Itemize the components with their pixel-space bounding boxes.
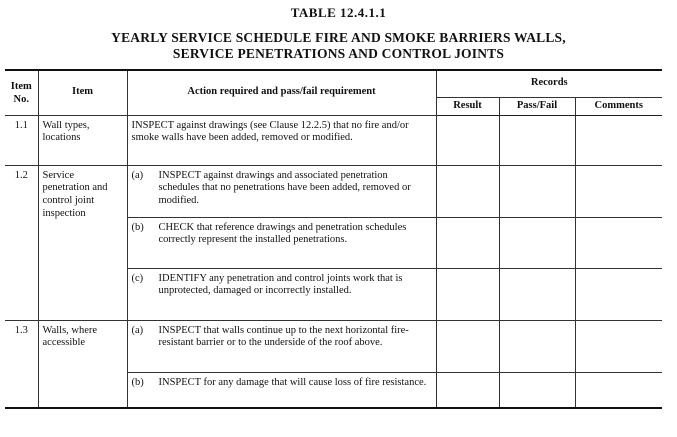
item-name: Service penetration and control joint inspection bbox=[38, 165, 127, 320]
result-cell[interactable] bbox=[436, 217, 499, 268]
action-text bbox=[127, 320, 436, 372]
title-line-2: SERVICE PENETRATIONS AND CONTROL JOINTS bbox=[172, 45, 505, 61]
sub-label: (c) bbox=[131, 272, 144, 284]
comments-cell[interactable] bbox=[575, 217, 662, 268]
sub-text: CHECK that reference drawings and penetration schedules correctly represent the installed penetrations. bbox=[158, 221, 407, 246]
result-cell[interactable] bbox=[436, 165, 499, 217]
comments-cell[interactable] bbox=[575, 115, 662, 165]
sub-text: IDENTIFY any penetration and control joints work that is unprotected, damaged or incorrectly installed. bbox=[158, 272, 403, 297]
table-row bbox=[5, 165, 662, 217]
title-line-1: YEARLY SERVICE SCHEDULE FIRE AND SMOKE BARRIERS WALLS, bbox=[111, 30, 566, 45]
table-title bbox=[0, 30, 677, 61]
header-result: Result bbox=[436, 97, 499, 115]
item-number: 1.3 bbox=[5, 320, 38, 408]
pass-fail-cell[interactable] bbox=[499, 217, 575, 268]
item-number: 1.1 bbox=[5, 115, 38, 165]
sub-label: (b) bbox=[131, 221, 144, 233]
sub-text: INSPECT for any damage that will cause loss of fire resistance. bbox=[158, 376, 427, 388]
item-number: 1.2 bbox=[5, 165, 38, 320]
header-item-no: Item No. bbox=[5, 70, 38, 115]
sub-label: (a) bbox=[131, 324, 144, 336]
result-cell[interactable] bbox=[436, 268, 499, 320]
pass-fail-cell[interactable] bbox=[499, 165, 575, 217]
item-name: Walls, where accessible bbox=[38, 320, 127, 408]
item-name: Wall types, locations bbox=[38, 115, 127, 165]
comments-cell[interactable] bbox=[575, 320, 662, 372]
result-cell[interactable] bbox=[436, 320, 499, 372]
header-records: Records bbox=[436, 70, 662, 97]
pass-fail-cell[interactable] bbox=[499, 268, 575, 320]
sub-label: (a) bbox=[131, 169, 144, 181]
action-text: INSPECT against drawings (see Clause 12.2.5) that no fire and/or smoke walls have been added, removed or modified. bbox=[127, 115, 436, 165]
table-row bbox=[5, 320, 662, 372]
sub-label: (b) bbox=[131, 376, 144, 388]
sub-text: INSPECT against drawings and associated penetration schedules that no penetrations have been added, removed or modified. bbox=[158, 169, 411, 207]
sub-text: INSPECT that walls continue up to the next horizontal fire-resistant barrier or to the underside of the roof above. bbox=[158, 324, 409, 349]
action-text bbox=[127, 165, 436, 217]
action-text bbox=[127, 268, 436, 320]
table-number: TABLE 12.4.1.1 bbox=[290, 5, 387, 20]
result-cell[interactable] bbox=[436, 115, 499, 165]
result-cell[interactable] bbox=[436, 372, 499, 408]
comments-cell[interactable] bbox=[575, 268, 662, 320]
header-comments: Comments bbox=[575, 97, 662, 115]
pass-fail-cell[interactable] bbox=[499, 115, 575, 165]
action-text bbox=[127, 217, 436, 268]
comments-cell[interactable] bbox=[575, 372, 662, 408]
service-schedule-table bbox=[5, 69, 662, 409]
table-row bbox=[5, 115, 662, 165]
header-item: Item bbox=[38, 70, 127, 115]
header-pass-fail: Pass/Fail bbox=[499, 97, 575, 115]
pass-fail-cell[interactable] bbox=[499, 320, 575, 372]
action-text bbox=[127, 372, 436, 408]
pass-fail-cell[interactable] bbox=[499, 372, 575, 408]
comments-cell[interactable] bbox=[575, 165, 662, 217]
header-action: Action required and pass/fail requirement bbox=[127, 70, 436, 115]
